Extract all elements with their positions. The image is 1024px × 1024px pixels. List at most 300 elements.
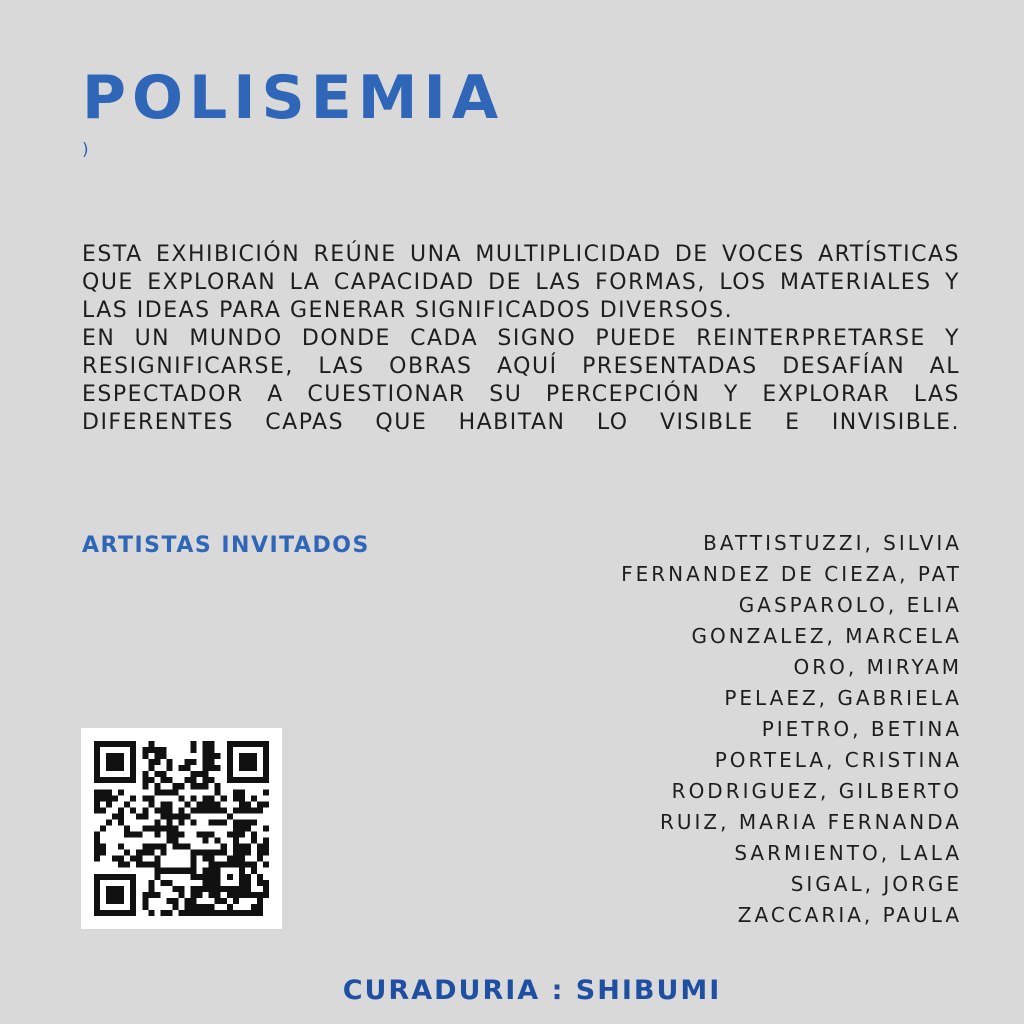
qr-module: [142, 898, 148, 904]
qr-module: [130, 765, 136, 771]
qr-module: [203, 771, 209, 777]
qr-module: [227, 759, 233, 765]
qr-module: [251, 759, 257, 765]
qr-module: [160, 910, 166, 916]
qr-module: [263, 777, 269, 783]
qr-module: [100, 789, 106, 795]
qr-module: [257, 801, 263, 807]
qr-module: [251, 819, 257, 825]
qr-module: [221, 819, 227, 825]
qr-module: [191, 777, 197, 783]
qr-module: [263, 759, 269, 765]
qr-module: [197, 771, 203, 777]
qr-module: [142, 783, 148, 789]
qr-module: [263, 825, 269, 831]
qr-module: [233, 844, 239, 850]
qr-module: [203, 777, 209, 783]
qr-module: [215, 910, 221, 916]
qr-module: [148, 777, 154, 783]
qr-module: [227, 832, 233, 838]
qr-module: [239, 880, 245, 886]
qr-module: [257, 850, 263, 856]
qr-module: [209, 819, 215, 825]
qr-module: [251, 741, 257, 747]
qr-module: [215, 862, 221, 868]
qr-module: [245, 886, 251, 892]
qr-module: [142, 904, 148, 910]
qr-module: [100, 850, 106, 856]
qr-module: [203, 807, 209, 813]
artist-item: GASPAROLO, ELIA: [738, 593, 962, 617]
qr-module: [118, 813, 124, 819]
qr-module: [263, 801, 269, 807]
qr-module: [203, 741, 209, 747]
qr-module: [191, 874, 197, 880]
qr-module: [118, 789, 124, 795]
qr-module: [215, 898, 221, 904]
qr-module: [233, 741, 239, 747]
qr-module: [112, 856, 118, 862]
qr-module: [112, 777, 118, 783]
qr-module: [112, 795, 118, 801]
qr-module: [215, 783, 221, 789]
qr-module: [233, 819, 239, 825]
qr-module: [203, 759, 209, 765]
qr-module: [142, 807, 148, 813]
subtitle-mark: ): [82, 140, 89, 160]
qr-module: [118, 886, 124, 892]
qr-module: [221, 850, 227, 856]
qr-module: [172, 868, 178, 874]
qr-module: [263, 753, 269, 759]
qr-module: [106, 892, 112, 898]
qr-module: [251, 892, 257, 898]
qr-module: [112, 910, 118, 916]
qr-module: [106, 910, 112, 916]
qr-module: [178, 795, 184, 801]
qr-module: [118, 741, 124, 747]
qr-module: [185, 813, 191, 819]
qr-module: [118, 819, 124, 825]
qr-module: [191, 868, 197, 874]
qr-module: [160, 753, 166, 759]
qr-module: [191, 898, 197, 904]
qr-module: [239, 832, 245, 838]
qr-module: [245, 819, 251, 825]
qr-module: [215, 880, 221, 886]
qr-module: [118, 862, 124, 868]
qr-module: [191, 759, 197, 765]
qr-module: [166, 813, 172, 819]
qr-module: [245, 862, 251, 868]
qr-module: [118, 777, 124, 783]
qr-module: [209, 850, 215, 856]
qr-module: [106, 741, 112, 747]
qr-module: [257, 904, 263, 910]
qr-module: [142, 747, 148, 753]
qr-module: [233, 856, 239, 862]
qr-module: [148, 844, 154, 850]
qr-module: [118, 807, 124, 813]
qr-module: [221, 886, 227, 892]
qr-module: [221, 862, 227, 868]
qr-module: [148, 765, 154, 771]
qr-module: [130, 795, 136, 801]
qr-module: [130, 892, 136, 898]
qr-module: [112, 813, 118, 819]
qr-module: [251, 753, 257, 759]
qr-module: [154, 753, 160, 759]
qr-module: [209, 910, 215, 916]
qr-module: [197, 892, 203, 898]
qr-module: [203, 753, 209, 759]
qr-module: [136, 813, 142, 819]
qr-module: [94, 904, 100, 910]
qr-module: [191, 892, 197, 898]
qr-module: [191, 747, 197, 753]
qr-module: [227, 771, 233, 777]
qr-module: [209, 856, 215, 862]
qr-module: [203, 783, 209, 789]
qr-module: [130, 771, 136, 777]
qr-module: [130, 741, 136, 747]
qr-module: [172, 789, 178, 795]
qr-module: [154, 819, 160, 825]
qr-module: [94, 759, 100, 765]
qr-module: [118, 874, 124, 880]
qr-module: [154, 844, 160, 850]
qr-module: [160, 747, 166, 753]
qr-module: [166, 819, 172, 825]
qr-module: [245, 741, 251, 747]
qr-module: [154, 789, 160, 795]
qr-module: [160, 771, 166, 777]
qr-module: [185, 844, 191, 850]
qr-module: [166, 807, 172, 813]
qr-module: [191, 886, 197, 892]
qr-module: [209, 765, 215, 771]
qr-module: [160, 813, 166, 819]
qr-module: [203, 850, 209, 856]
qr-module: [94, 856, 100, 862]
qr-module: [245, 892, 251, 898]
qr-module: [251, 807, 257, 813]
qr-module: [178, 886, 184, 892]
qr-module: [257, 807, 263, 813]
qr-module: [227, 856, 233, 862]
qr-module: [227, 747, 233, 753]
qr-module: [209, 801, 215, 807]
qr-module: [185, 777, 191, 783]
qr-module: [178, 868, 184, 874]
qr-module: [148, 910, 154, 916]
artist-item: PIETRO, BETINA: [761, 717, 962, 741]
description-paragraph-2: EN UN MUNDO DONDE CADA SIGNO PUEDE REINTERPRETARSE Y RESIGNIFICARSE, LAS OBRAS AQUÍ PRESENTADAS DESAFÍAN AL ESPECTADOR A CUESTIONAR SU PERCEPCIÓN Y EXPLORAR LAS DIFERENTES CAPAS QUE HABITAN LO VISIBLE E INVISIBLE.: [82, 326, 960, 435]
qr-module: [130, 759, 136, 765]
qr-module: [209, 741, 215, 747]
qr-module: [233, 850, 239, 856]
qr-module: [130, 910, 136, 916]
qr-module: [257, 741, 263, 747]
qr-module: [94, 880, 100, 886]
qr-module: [142, 753, 148, 759]
qr-module: [191, 904, 197, 910]
qr-module: [172, 825, 178, 831]
qr-module: [185, 868, 191, 874]
qr-module: [100, 825, 106, 831]
qr-module: [142, 825, 148, 831]
qr-module: [142, 862, 148, 868]
exhibition-description: [82, 241, 960, 437]
qr-module: [154, 783, 160, 789]
qr-module: [227, 892, 233, 898]
qr-module: [239, 844, 245, 850]
qr-module: [263, 747, 269, 753]
qr-module: [209, 892, 215, 898]
qr-module: [100, 741, 106, 747]
qr-module: [245, 825, 251, 831]
qr-module: [160, 801, 166, 807]
qr-module: [148, 880, 154, 886]
qr-module: [118, 898, 124, 904]
qr-module: [94, 747, 100, 753]
qr-module: [221, 807, 227, 813]
qr-module: [191, 856, 197, 862]
qr-module: [154, 856, 160, 862]
qr-module: [94, 741, 100, 747]
qr-module: [130, 807, 136, 813]
qr-module: [112, 759, 118, 765]
qr-module: [106, 753, 112, 759]
qr-module: [124, 850, 130, 856]
qr-module: [209, 807, 215, 813]
qr-module: [154, 868, 160, 874]
qr-module: [227, 741, 233, 747]
qr-module: [94, 789, 100, 795]
qr-module: [245, 759, 251, 765]
qr-module: [172, 838, 178, 844]
qr-module: [106, 765, 112, 771]
qr-module: [185, 801, 191, 807]
qr-module: [245, 765, 251, 771]
qr-module: [178, 783, 184, 789]
qr-module: [106, 801, 112, 807]
qr-module: [178, 807, 184, 813]
qr-module: [239, 795, 245, 801]
qr-module: [166, 765, 172, 771]
qr-module: [239, 868, 245, 874]
qr-module: [203, 868, 209, 874]
qr-module: [112, 892, 118, 898]
qr-module: [130, 904, 136, 910]
qr-module: [172, 783, 178, 789]
qr-module: [209, 832, 215, 838]
qr-module: [154, 874, 160, 880]
qr-module: [203, 838, 209, 844]
qr-module: [257, 892, 263, 898]
qr-module: [233, 862, 239, 868]
qr-module: [136, 832, 142, 838]
qr-module: [191, 910, 197, 916]
qr-module: [203, 801, 209, 807]
qr-module: [233, 910, 239, 916]
qr-module: [172, 813, 178, 819]
qr-module: [160, 807, 166, 813]
qr-module: [239, 801, 245, 807]
qr-module: [160, 844, 166, 850]
qr-module: [94, 801, 100, 807]
qr-module: [106, 777, 112, 783]
qr-module: [245, 910, 251, 916]
qr-module: [203, 832, 209, 838]
qr-module: [160, 825, 166, 831]
qr-module: [209, 874, 215, 880]
artist-item: SARMIENTO, LALA: [734, 841, 962, 865]
qr-module: [215, 850, 221, 856]
qr-module: [172, 832, 178, 838]
qr-module: [209, 747, 215, 753]
qr-module: [130, 886, 136, 892]
qr-module: [166, 789, 172, 795]
qr-module: [203, 765, 209, 771]
qr-module: [148, 795, 154, 801]
artist-item: SIGAL, JORGE: [790, 872, 962, 896]
qr-module: [215, 807, 221, 813]
qr-module: [257, 856, 263, 862]
qr-module: [263, 838, 269, 844]
qr-module: [197, 910, 203, 916]
qr-module: [251, 795, 257, 801]
qr-module: [239, 741, 245, 747]
qr-module: [215, 819, 221, 825]
qr-module: [251, 765, 257, 771]
qr-module: [197, 807, 203, 813]
qr-module: [94, 886, 100, 892]
qr-module: [209, 868, 215, 874]
qr-module: [185, 904, 191, 910]
qr-module: [148, 825, 154, 831]
qr-module: [203, 910, 209, 916]
qr-module: [148, 759, 154, 765]
qr-module: [251, 910, 257, 916]
qr-module: [130, 753, 136, 759]
qr-module: [227, 777, 233, 783]
qr-module: [178, 832, 184, 838]
qr-module: [239, 892, 245, 898]
qr-module: [245, 874, 251, 880]
qr-module: [142, 777, 148, 783]
artist-item: FERNANDEZ DE CIEZA, PAT: [621, 562, 962, 586]
qr-module: [124, 825, 130, 831]
qr-module: [203, 904, 209, 910]
qr-module: [245, 850, 251, 856]
qr-module: [233, 807, 239, 813]
qr-module: [118, 753, 124, 759]
qr-module: [160, 777, 166, 783]
qr-module: [191, 771, 197, 777]
qr-module: [94, 765, 100, 771]
qr-module: [130, 856, 136, 862]
qr-module: [94, 910, 100, 916]
qr-module: [239, 862, 245, 868]
qr-module: [166, 801, 172, 807]
qr-module: [148, 747, 154, 753]
qr-module: [239, 910, 245, 916]
qr-module: [245, 801, 251, 807]
qr-module: [166, 759, 172, 765]
qr-module: [251, 838, 257, 844]
qr-module: [233, 886, 239, 892]
qr-module: [191, 807, 197, 813]
qr-module: [239, 886, 245, 892]
qr-module: [106, 886, 112, 892]
qr-module: [197, 904, 203, 910]
qr-module: [185, 898, 191, 904]
qr-module: [263, 850, 269, 856]
qr-module: [251, 904, 257, 910]
qr-module: [227, 910, 233, 916]
qr-module: [233, 892, 239, 898]
qr-module: [106, 898, 112, 904]
qr-module: [203, 880, 209, 886]
qr-module: [112, 874, 118, 880]
qr-module: [160, 789, 166, 795]
qr-module: [251, 868, 257, 874]
qr-module: [118, 765, 124, 771]
qr-module: [221, 844, 227, 850]
qr-module: [154, 832, 160, 838]
qr-module: [94, 807, 100, 813]
qr-module: [100, 795, 106, 801]
qr-module: [227, 904, 233, 910]
qr-module: [209, 904, 215, 910]
qr-module: [197, 850, 203, 856]
artist-item: RODRIGUEZ, GILBERTO: [671, 779, 962, 803]
qr-module: [154, 747, 160, 753]
qr-module: [245, 807, 251, 813]
qr-module: [112, 898, 118, 904]
qr-module: [166, 838, 172, 844]
qr-module: [154, 862, 160, 868]
qr-module: [227, 765, 233, 771]
qr-module: [227, 862, 233, 868]
qr-module: [245, 880, 251, 886]
qr-module: [106, 759, 112, 765]
qr-module: [197, 783, 203, 789]
qr-module: [94, 777, 100, 783]
artist-item: BATTISTUZZI, SILVIA: [703, 531, 962, 555]
qr-module: [142, 850, 148, 856]
qr-module: [154, 807, 160, 813]
qr-module: [263, 741, 269, 747]
qr-module: [94, 898, 100, 904]
qr-module: [209, 862, 215, 868]
qr-module: [118, 759, 124, 765]
qr-module: [94, 795, 100, 801]
qr-module: [118, 892, 124, 898]
qr-module: [203, 886, 209, 892]
qr-module: [227, 813, 233, 819]
qr-module: [233, 838, 239, 844]
qr-module: [178, 765, 184, 771]
qr-module: [239, 825, 245, 831]
qr-module: [148, 741, 154, 747]
qr-module: [94, 832, 100, 838]
qr-module: [166, 868, 172, 874]
qr-code-icon[interactable]: [81, 728, 282, 929]
qr-module: [160, 880, 166, 886]
qr-module: [136, 856, 142, 862]
